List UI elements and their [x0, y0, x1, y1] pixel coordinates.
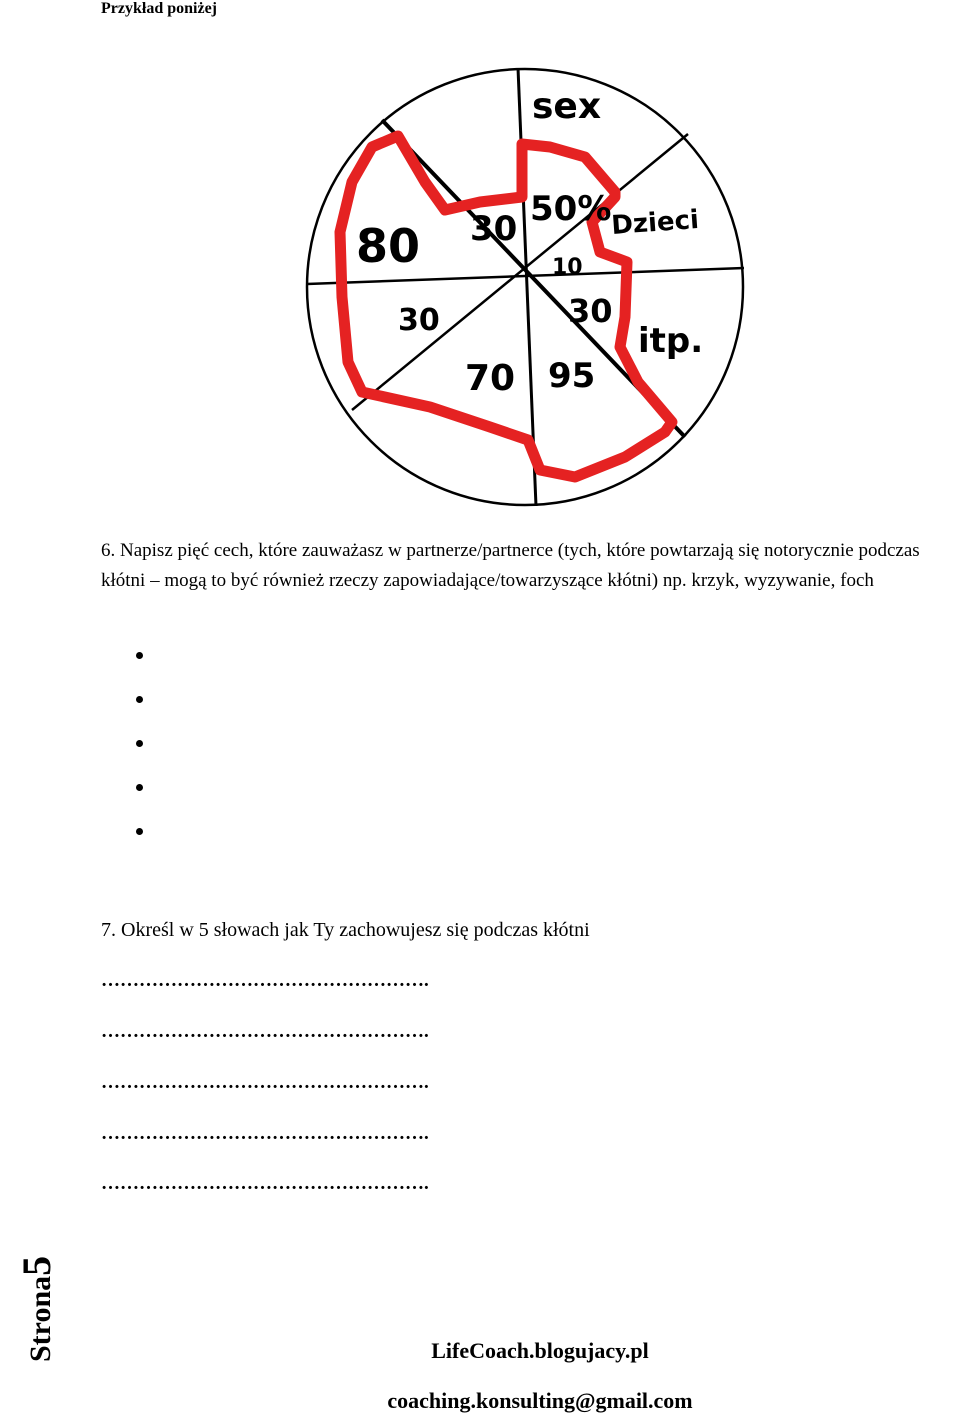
bullet-dot [136, 740, 143, 747]
question-6: 6. Napisz pięć cech, które zauważasz w partnerze/partnerce (tych, które powtarzają się notorycznie podczas kłótni – mogą to być również rzeczy zapowiadające/towarzyszące kłótni) np. krzyk, wyzywanie, foch [101, 540, 920, 591]
question-7: 7. Określ w 5 słowach jak Ty zachowujesz się podczas kłótni [101, 919, 590, 941]
label-30-left: 30 [398, 303, 440, 338]
answer-line[interactable]: ……………………………………………. [101, 1072, 429, 1093]
footer-site[interactable]: LifeCoach.blogujacy.pl [431, 1338, 649, 1363]
bullet-dot [136, 696, 143, 703]
label-30-top: 30 [470, 209, 518, 249]
bullet-dot [136, 828, 143, 835]
footer-email[interactable]: coaching.konsulting@gmail.com [387, 1388, 693, 1413]
header-label: Przykład poniżej [101, 0, 217, 17]
label-dzieci: Dzieci [610, 204, 700, 241]
bullet-dot [136, 652, 143, 659]
page-number: 5 [14, 1255, 59, 1276]
answer-line[interactable]: ……………………………………………. [101, 1173, 429, 1194]
wheel-diagram [300, 62, 750, 512]
page-word: Strona [24, 1275, 57, 1362]
label-95: 95 [548, 356, 596, 396]
answer-line[interactable]: ……………………………………………. [101, 1123, 429, 1144]
answer-line[interactable]: ……………………………………………. [101, 1021, 429, 1042]
answer-line[interactable]: ……………………………………………. [101, 970, 429, 991]
label-itp: itp. [638, 321, 704, 361]
bullet-dot [136, 784, 143, 791]
label-80: 80 [356, 219, 421, 273]
label-10: 10 [552, 255, 583, 280]
label-50: 50% [530, 189, 612, 229]
page-number-label [13, 1192, 57, 1362]
label-30-right: 30 [568, 292, 613, 330]
wheel-svg [300, 62, 750, 512]
label-70: 70 [465, 358, 516, 399]
label-sex: sex [532, 86, 602, 127]
